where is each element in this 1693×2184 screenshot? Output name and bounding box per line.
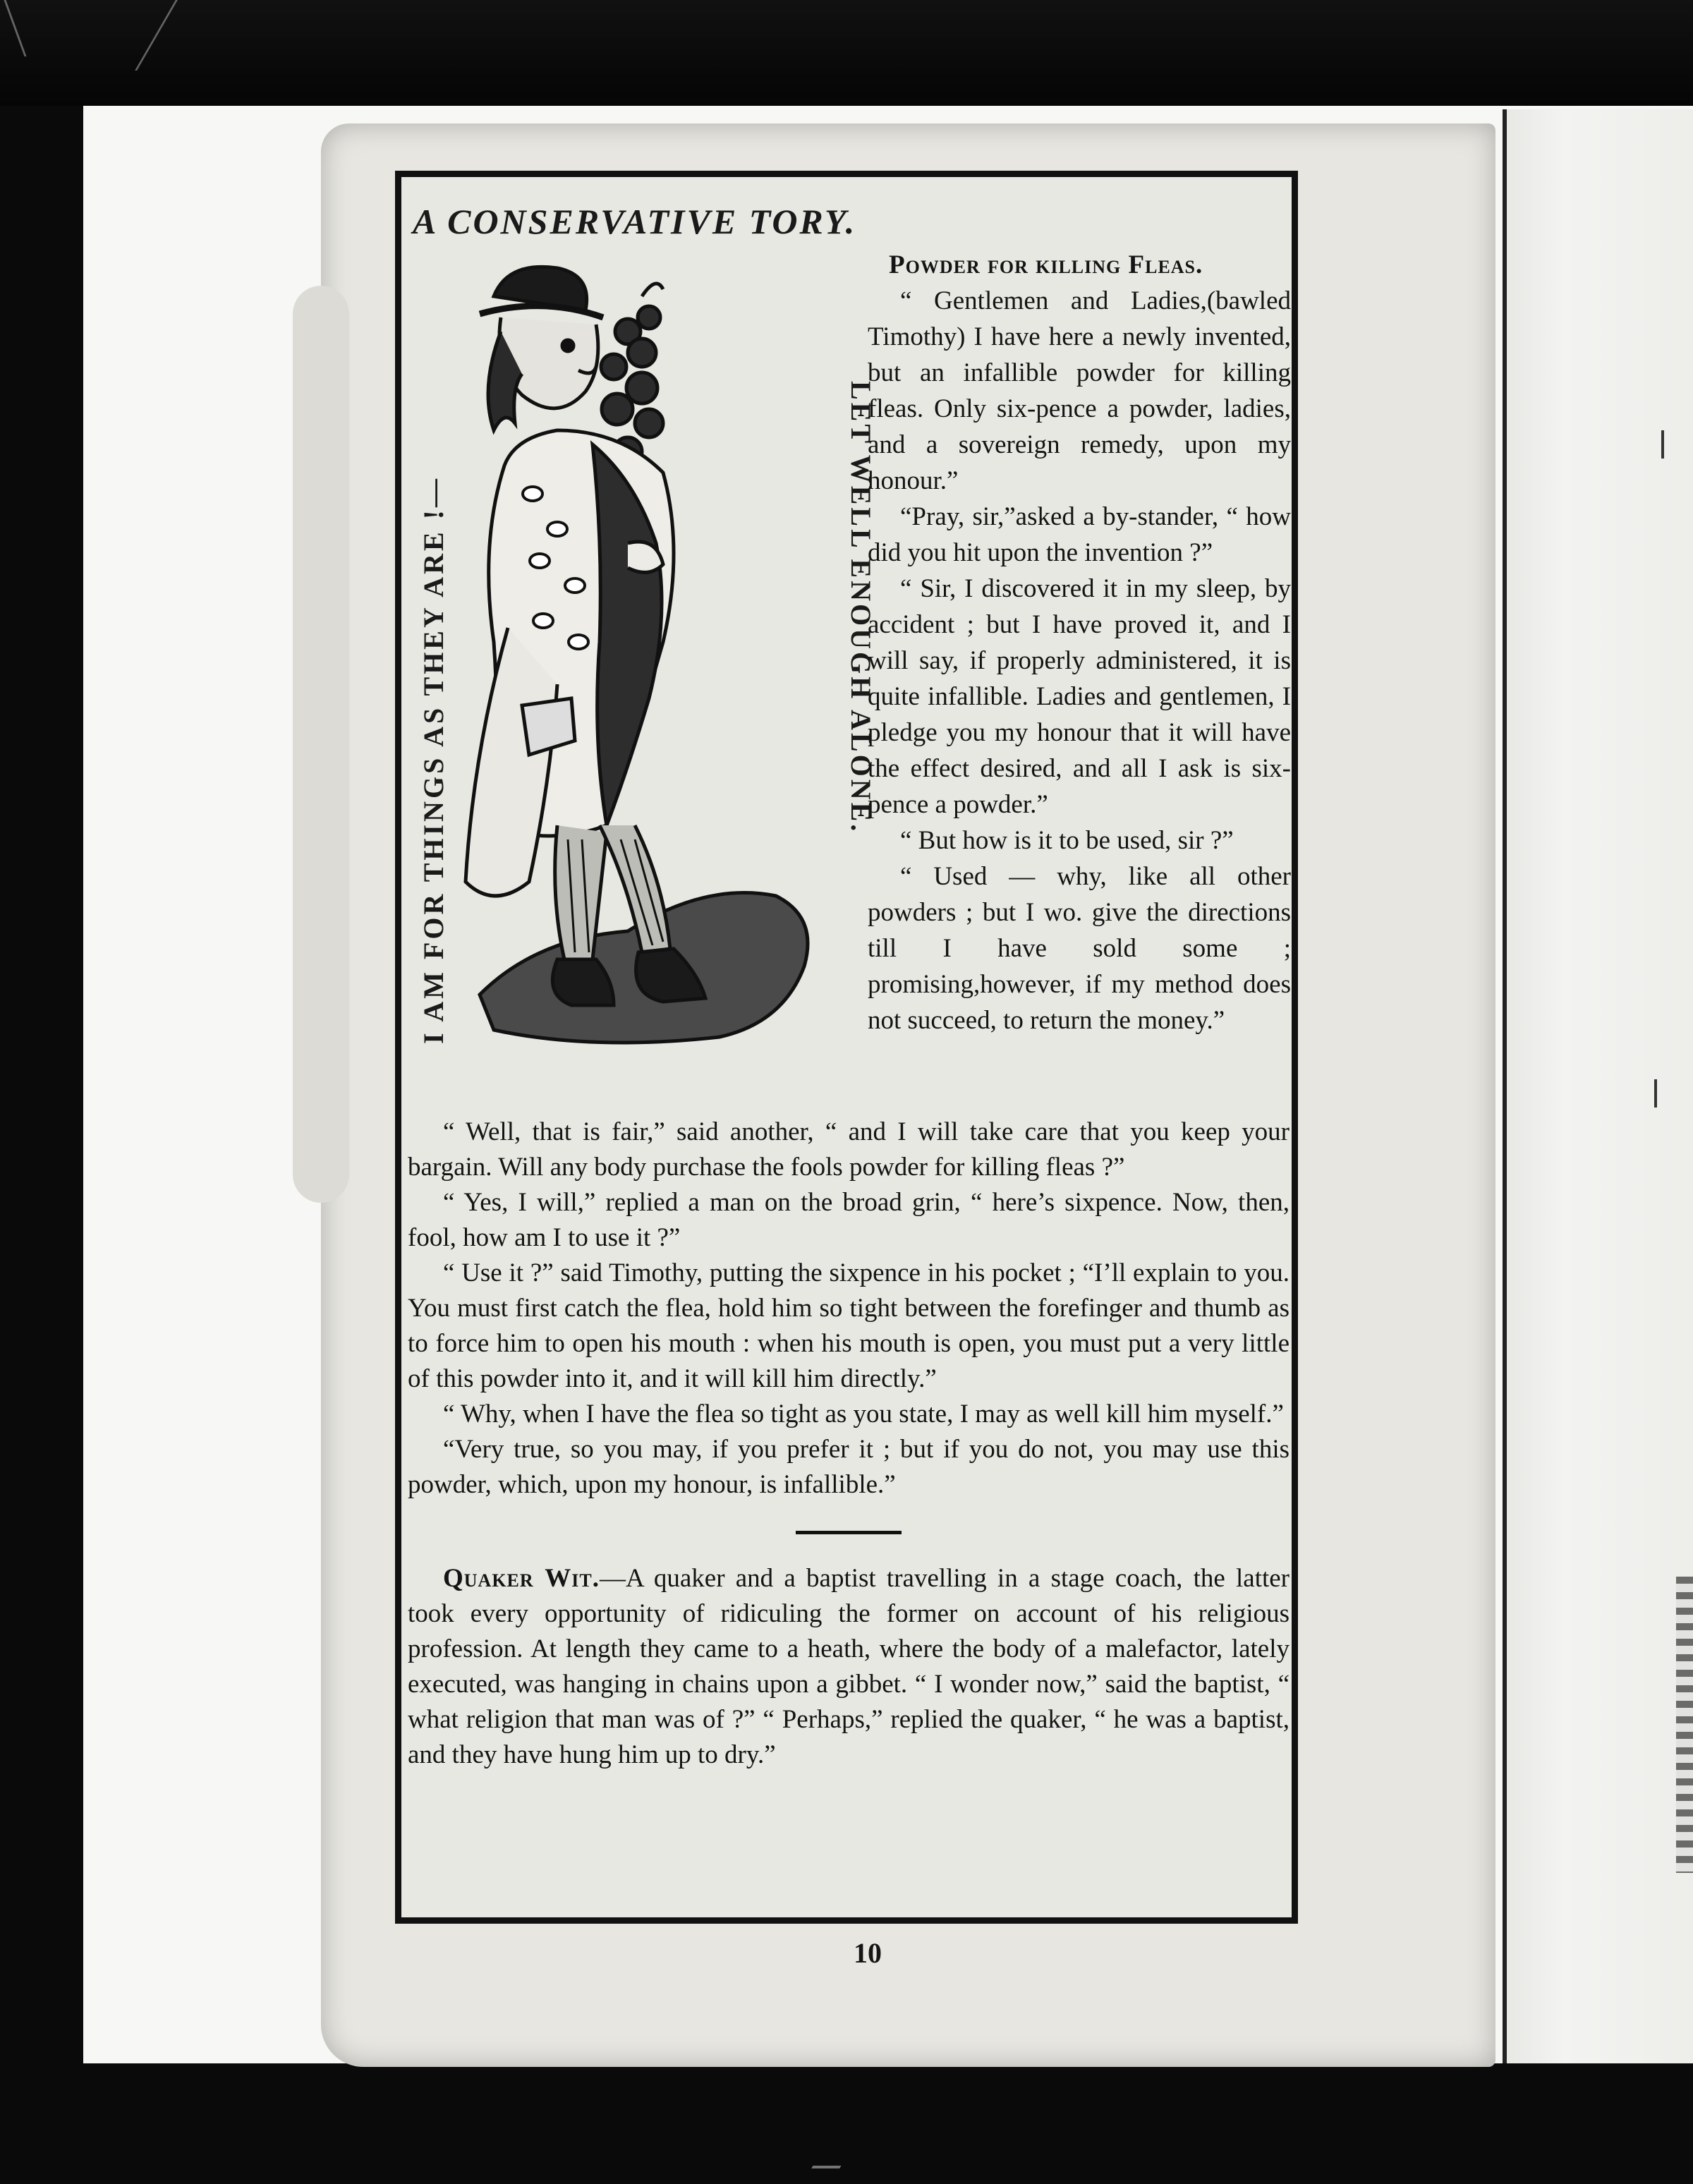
article-paragraph: “ Use it ?” said Timothy, putting the sixpence in his pocket ; “I’ll explain to you. You must first catch the flea, hold him so tight between the forefinger and thumb as to force him to open his mouth : when his mouth is open, you must put a very little of this powder into it, and it will kill him directly.”: [408, 1258, 1290, 1393]
article-paragraph: “ Gentlemen and Ladies,(bawled Timothy) I have here a newly invented, but an infallible powder for killing fleas. Only six-pence a powder, ladies, and a sovereign remedy, upon my honour.”: [868, 286, 1291, 495]
section-divider: [796, 1531, 902, 1534]
article-paragraph: “ Why, when I have the flea so tight as you state, I may as well kill him myself.”: [443, 1400, 1284, 1428]
scan-top-edge: [0, 0, 1693, 106]
article-paragraph: “Pray, sir,”asked a by-stander, “ how did you hit upon the invention ?”: [868, 502, 1291, 567]
page-tear: [293, 286, 349, 1203]
crease-mark: [135, 0, 234, 71]
margin-mark: [1661, 430, 1664, 459]
article-1-wide-column: [408, 1115, 1290, 1773]
page-heading: A CONSERVATIVE TORY.: [413, 202, 857, 241]
article-paragraph: “ Sir, I discovered it in my sleep, by accident ; but I have proved it, and I will say, if properly administered, it is quite infallible. Ladies and gentlemen, I pledge you my honour that it will have the effect desired, and all I ask is six-pence a powder.”: [868, 574, 1291, 819]
margin-mark: [1654, 1079, 1657, 1108]
article-paragraph: “ Used — why, like all other powders ; but I wo. give the directions till I have sold some ; promising,however, if my method does not succeed, to return the money.”: [868, 862, 1291, 1035]
article-2-body: —A quaker and a baptist travelling in a stage coach, the latter took every opportunity of ridiculing the former on account of his religious profession. At length they came to a heath, where the body of a malefactor, lately executed, was hanging in chains upon a gibbet. “ I wonder now,” said the baptist, “ what religion that man was of ?” “ Perhaps,” replied the quaker, “ he was a baptist, and they have hung him up to dry.”: [408, 1564, 1290, 1769]
article-2-title: Quaker Wit.: [443, 1564, 600, 1593]
adjacent-page: [1503, 109, 1693, 2063]
page-number: 10: [854, 1937, 882, 1969]
article-paragraph: “ But how is it to be used, sir ?”: [900, 826, 1234, 855]
adjacent-page-edge-text: [1676, 1577, 1693, 1873]
article-paragraph: “ Yes, I will,” replied a man on the broad grin, “ here’s sixpence. Now, then, fool, how am I to use it ?”: [408, 1188, 1290, 1252]
woodcut-tory-figure-icon: [451, 247, 846, 1065]
article-2: [408, 1561, 1290, 1773]
left-vertical-caption: I AM FOR THINGS AS THEY ARE !—: [418, 476, 449, 1044]
article-1-title: Powder for killing Fleas.: [889, 250, 1203, 279]
article-paragraph: “Very true, so you may, if you prefer it ; but if you do not, you may use this powder, which, upon my honour, is infallible.”: [408, 1435, 1290, 1499]
article-paragraph: “ Well, that is fair,” said another, “ and I will take care that you keep your bargain. Will any body purchase the fools powder for killing fleas ?”: [408, 1117, 1290, 1182]
article-1-narrow-column: [868, 247, 1291, 1038]
right-vertical-caption: LET WELL ENOUGH ALONE.: [845, 381, 877, 835]
crease-mark: [4, 0, 68, 56]
